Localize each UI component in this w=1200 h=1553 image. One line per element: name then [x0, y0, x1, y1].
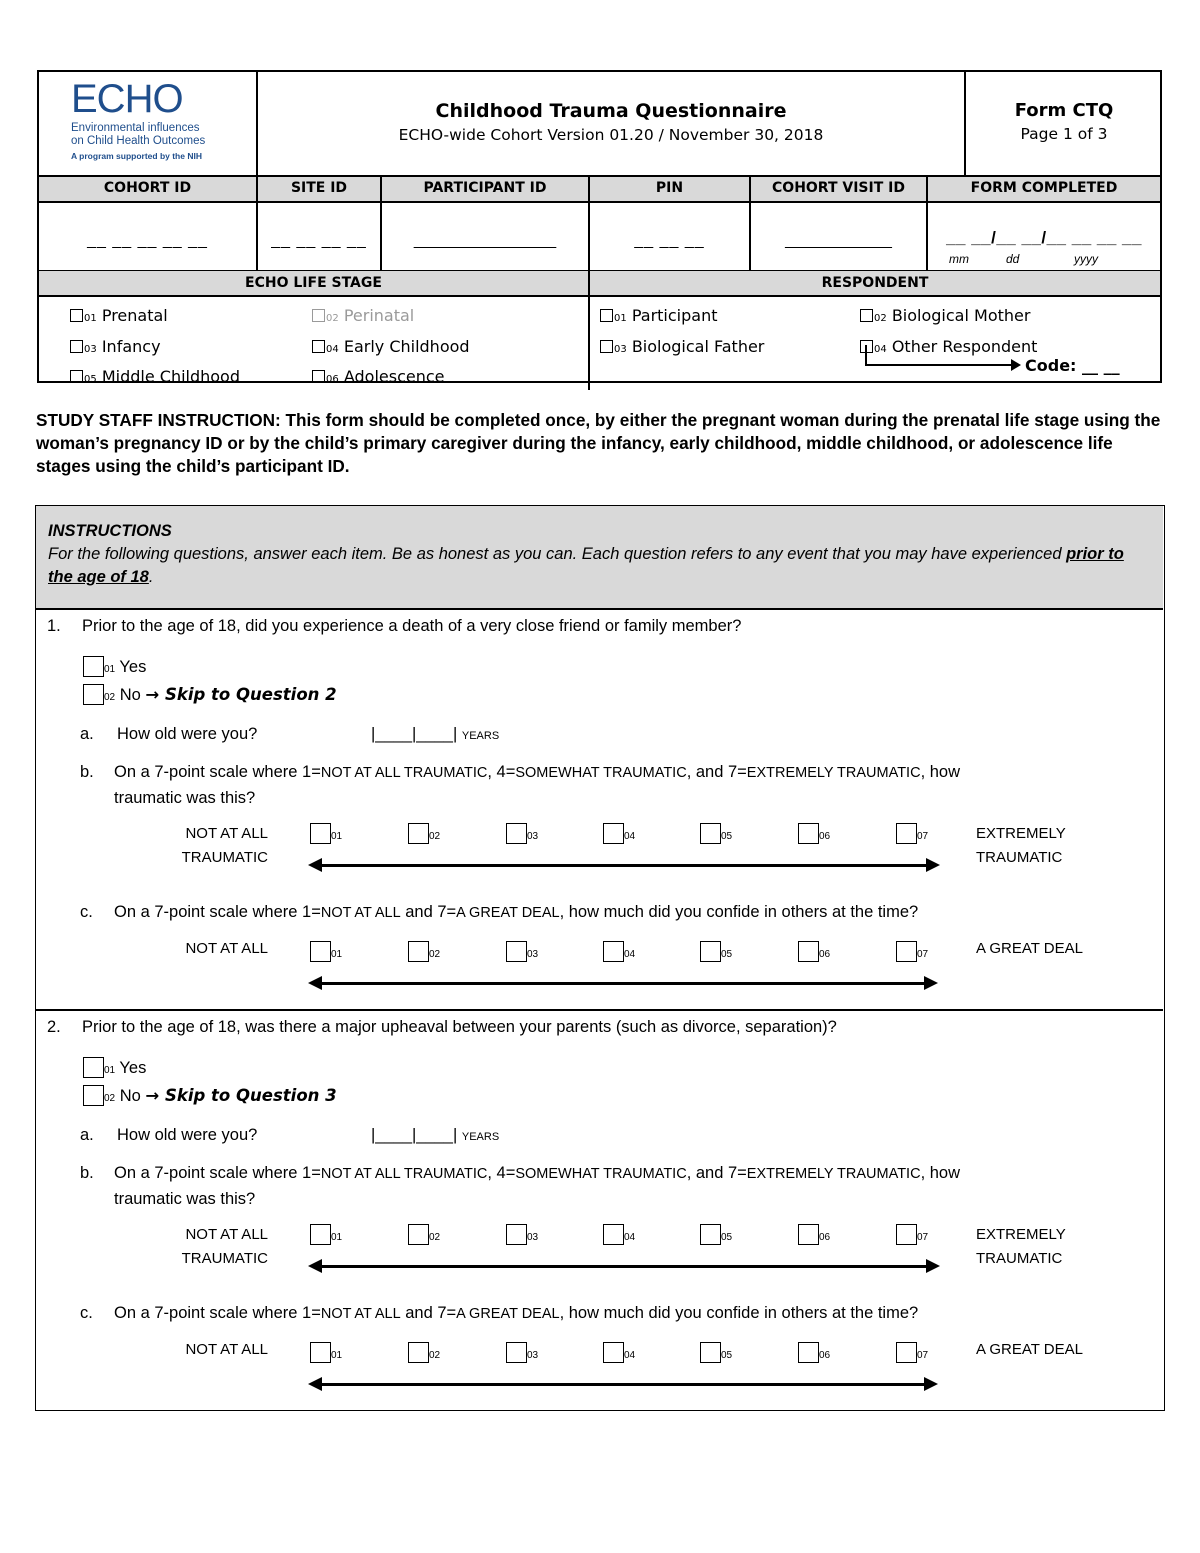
scale-option-1[interactable]: 01: [310, 1224, 342, 1245]
col-site-id: SITE ID: [290, 180, 348, 196]
code-connector-line: [865, 364, 1015, 366]
scale-option-2[interactable]: 02: [408, 823, 440, 844]
scale-left-label: NOT AT ALL TRAUMATIC: [181, 825, 268, 866]
site-id-field[interactable]: __ __ __ __: [271, 232, 367, 249]
question-2b: b. On a 7-point scale where 1=NOT AT ALL TRAUMATIC, 4=SOMEWHAT TRAUMATIC, and 7=EXTREMELY TRAUMATIC, how traumatic was this?: [80, 1164, 960, 1208]
echo-logo-line3: A program supported by the NIH: [71, 151, 202, 161]
code-connector-line: [865, 345, 867, 365]
form-completed-date-field[interactable]: __ __/__ __/__ __ __ __: [946, 228, 1142, 247]
life-stage-infancy-option[interactable]: 03 Infancy: [70, 333, 240, 364]
checkbox-icon[interactable]: [798, 1224, 819, 1245]
checkbox-icon[interactable]: [312, 370, 325, 383]
checkbox-icon[interactable]: [798, 1342, 819, 1363]
checkbox-icon[interactable]: [896, 941, 917, 962]
checkbox-icon[interactable]: [408, 1342, 429, 1363]
checkbox-icon[interactable]: [310, 1224, 331, 1245]
echo-logo: [71, 76, 251, 164]
respondent-other-option[interactable]: 04 Other Respondent: [860, 333, 1037, 364]
scale-option-4[interactable]: 04: [603, 1224, 635, 1245]
life-stage-perinatal-option: 02 Perinatal: [312, 302, 470, 333]
life-stage-middle-childhood-option[interactable]: 05 Middle Childhood: [70, 363, 240, 394]
date-label-yyyy: yyyy: [1074, 252, 1098, 266]
checkbox-icon[interactable]: [798, 941, 819, 962]
question-1: [47, 617, 1147, 636]
scale-left-label: NOT AT ALL TRAUMATIC: [181, 1226, 268, 1267]
checkbox-icon[interactable]: [506, 1224, 527, 1245]
checkbox-icon[interactable]: [603, 823, 624, 844]
checkbox-icon[interactable]: [310, 1342, 331, 1363]
scale-option-4[interactable]: 04: [603, 823, 635, 844]
checkbox-icon[interactable]: [700, 941, 721, 962]
scale-left-label: NOT AT ALL: [185, 1341, 268, 1358]
question-2: [47, 1018, 1147, 1037]
respondent-participant-option[interactable]: 01 Participant: [600, 302, 764, 333]
scale-option-7[interactable]: 07: [896, 1224, 928, 1245]
scale-option-1[interactable]: 01: [310, 1342, 342, 1363]
life-stage-prenatal-option[interactable]: 01 Prenatal: [70, 302, 240, 333]
page-number: Page 1 of 3: [1020, 125, 1108, 143]
scale-option-2[interactable]: 02: [408, 941, 440, 962]
stage-respondent-header-row: [39, 271, 1160, 295]
scale-option-2[interactable]: 02: [408, 1342, 440, 1363]
echo-logo-line1: Environmental influences: [71, 122, 200, 134]
checkbox-icon[interactable]: [83, 656, 104, 677]
form-title: Childhood Trauma Questionnaire: [435, 100, 787, 122]
other-respondent-code-field[interactable]: Code: __ __: [1025, 356, 1120, 375]
question-1a: a. How old were you? |____|____| YEARS: [80, 725, 500, 743]
checkbox-icon[interactable]: [83, 684, 104, 705]
participant-id-field[interactable]: ________________: [413, 232, 557, 249]
question-number: 1.: [47, 617, 61, 635]
checkbox-icon[interactable]: [700, 823, 721, 844]
col-cohort-id: COHORT ID: [103, 180, 192, 196]
checkbox-icon[interactable]: [310, 941, 331, 962]
staff-instruction: STUDY STAFF INSTRUCTION: This form should be completed once, by either the pregnant woman during the prenatal life stage using the woman’s pregnancy ID or by the child’s primary caregiver during the infancy, early childhood, middle childhood, or adolescence life stages using the child’s participant ID.: [36, 410, 1161, 476]
respondent-biological-father-option[interactable]: 03 Biological Father: [600, 333, 764, 364]
id-header-row: [39, 176, 1160, 201]
scale-option-1[interactable]: 01: [310, 823, 342, 844]
scale-option-7[interactable]: 07: [896, 941, 928, 962]
age-years-field[interactable]: |____|____| YEARS: [371, 1126, 500, 1144]
checkbox-icon[interactable]: [506, 941, 527, 962]
scale-option-5[interactable]: 05: [700, 941, 732, 962]
echo-logo-wordmark: ECHO: [71, 77, 183, 121]
instructions-panel: [36, 506, 1163, 608]
scale-option-5[interactable]: 05: [700, 823, 732, 844]
scale-option-1[interactable]: 01: [310, 941, 342, 962]
question-2-yes-option[interactable]: 01 Yes: [83, 1057, 146, 1078]
checkbox-icon[interactable]: [603, 1342, 624, 1363]
checkbox-icon[interactable]: [506, 1342, 527, 1363]
checkbox-icon[interactable]: [896, 1342, 917, 1363]
checkbox-icon[interactable]: [83, 1057, 104, 1078]
checkbox-icon[interactable]: [506, 823, 527, 844]
scale-right-label: A GREAT DEAL: [976, 940, 1083, 957]
question-1c: c. On a 7-point scale where 1=NOT AT ALL and 7=A GREAT DEAL, how much did you confide in others at the time?: [80, 903, 919, 921]
question-1-no-option[interactable]: 02 No → Skip to Question 2: [83, 684, 337, 705]
col-participant-id: PARTICIPANT ID: [423, 180, 547, 196]
checkbox-icon[interactable]: [700, 1224, 721, 1245]
date-label-mm: mm: [949, 252, 969, 266]
form-code: Form CTQ: [1014, 100, 1114, 121]
checkbox-icon[interactable]: [798, 823, 819, 844]
checkbox-icon[interactable]: [70, 370, 83, 383]
double-arrow-icon: [312, 864, 936, 867]
double-arrow-icon: [312, 1265, 936, 1268]
question-number: 2.: [47, 1018, 61, 1036]
scale-option-5[interactable]: 05: [700, 1224, 732, 1245]
checkbox-icon[interactable]: [600, 309, 613, 322]
scale-option-7[interactable]: 07: [896, 1342, 928, 1363]
skip-instruction: → Skip to Question 2: [145, 685, 337, 704]
scale-option-7[interactable]: 07: [896, 823, 928, 844]
checkbox-icon: [312, 309, 325, 322]
skip-instruction: → Skip to Question 3: [145, 1086, 337, 1105]
checkbox-icon[interactable]: [408, 1224, 429, 1245]
cohort-id-field[interactable]: __ __ __ __ __: [87, 232, 208, 249]
question-2c: c. On a 7-point scale where 1=NOT AT ALL and 7=A GREAT DEAL, how much did you confide in others at the time?: [80, 1304, 919, 1322]
double-arrow-icon: [312, 1383, 934, 1386]
scale-right-label: EXTREMELY TRAUMATIC: [976, 1226, 1066, 1267]
scale-option-3[interactable]: 03: [506, 823, 538, 844]
respondent-heading: RESPONDENT: [821, 275, 929, 291]
age-years-field[interactable]: |____|____| YEARS: [371, 725, 500, 743]
question-1-yes-option[interactable]: 01 Yes: [83, 656, 146, 677]
respondent-biological-mother-option[interactable]: 02 Biological Mother: [860, 302, 1037, 333]
instructions-title: INSTRUCTIONS: [48, 522, 172, 540]
question-text: Prior to the age of 18, did you experience a death of a very close friend or family member?: [82, 617, 742, 635]
life-stage-early-childhood-option[interactable]: 04 Early Childhood: [312, 333, 470, 364]
col-pin: PIN: [655, 180, 684, 196]
scale-option-2[interactable]: 02: [408, 1224, 440, 1245]
checkbox-icon[interactable]: [860, 309, 873, 322]
checkbox-icon[interactable]: [408, 941, 429, 962]
scale-option-3[interactable]: 03: [506, 1342, 538, 1363]
scale-option-6[interactable]: 06: [798, 823, 830, 844]
echo-logo-line2: on Child Health Outcomes: [71, 135, 206, 147]
scale-option-5[interactable]: 05: [700, 1342, 732, 1363]
scale-option-6[interactable]: 06: [798, 1224, 830, 1245]
cohort-visit-id-field[interactable]: ____________: [785, 232, 892, 249]
checkbox-icon[interactable]: [312, 340, 325, 353]
form-header: [37, 70, 1162, 386]
scale-option-6[interactable]: 06: [798, 1342, 830, 1363]
question-2a: a. How old were you? |____|____| YEARS: [80, 1126, 500, 1144]
checkbox-icon[interactable]: [310, 823, 331, 844]
checkbox-icon[interactable]: [896, 1224, 917, 1245]
checkbox-icon[interactable]: [408, 823, 429, 844]
checkbox-icon[interactable]: [83, 1085, 104, 1106]
life-stage-adolescence-option[interactable]: 06 Adolescence: [312, 363, 470, 394]
form-version: ECHO-wide Cohort Version 01.20 / November 30, 2018: [398, 126, 824, 144]
scale-option-3[interactable]: 03: [506, 1224, 538, 1245]
checkbox-icon[interactable]: [70, 309, 83, 322]
scale-right-label: A GREAT DEAL: [976, 1341, 1083, 1358]
checkbox-icon[interactable]: [603, 941, 624, 962]
col-cohort-visit-id: COHORT VISIT ID: [772, 180, 905, 196]
arrow-right-icon: [1011, 359, 1021, 371]
scale-left-label: NOT AT ALL: [185, 940, 268, 957]
questionnaire-box: [35, 505, 1165, 1411]
instructions-text: For the following questions, answer each item. Be as honest as you can. Each question refers to any event that you may have experienced prior to the age of 18.: [48, 545, 1124, 586]
checkbox-icon[interactable]: [700, 1342, 721, 1363]
scale-option-6[interactable]: 06: [798, 941, 830, 962]
question-text: Prior to the age of 18, was there a major upheaval between your parents (such as divorce, separation)?: [82, 1018, 837, 1036]
checkbox-icon[interactable]: [896, 823, 917, 844]
scale-right-label: EXTREMELY TRAUMATIC: [976, 825, 1066, 866]
scale-option-4[interactable]: 04: [603, 1342, 635, 1363]
question-1b: b. On a 7-point scale where 1=NOT AT ALL TRAUMATIC, 4=SOMEWHAT TRAUMATIC, and 7=EXTREMELY TRAUMATIC, how traumatic was this?: [80, 763, 960, 807]
date-label-dd: dd: [1006, 252, 1020, 266]
question-2-no-option[interactable]: 02 No → Skip to Question 3: [83, 1085, 337, 1106]
scale-option-4[interactable]: 04: [603, 941, 635, 962]
pin-field[interactable]: __ __ __: [634, 232, 705, 249]
checkbox-icon[interactable]: [600, 340, 613, 353]
life-stage-heading: ECHO LIFE STAGE: [245, 275, 382, 291]
col-form-completed: FORM COMPLETED: [970, 180, 1118, 196]
scale-option-3[interactable]: 03: [506, 941, 538, 962]
double-arrow-icon: [312, 982, 934, 985]
checkbox-icon[interactable]: [603, 1224, 624, 1245]
checkbox-icon[interactable]: [70, 340, 83, 353]
checkbox-icon[interactable]: [860, 340, 873, 353]
